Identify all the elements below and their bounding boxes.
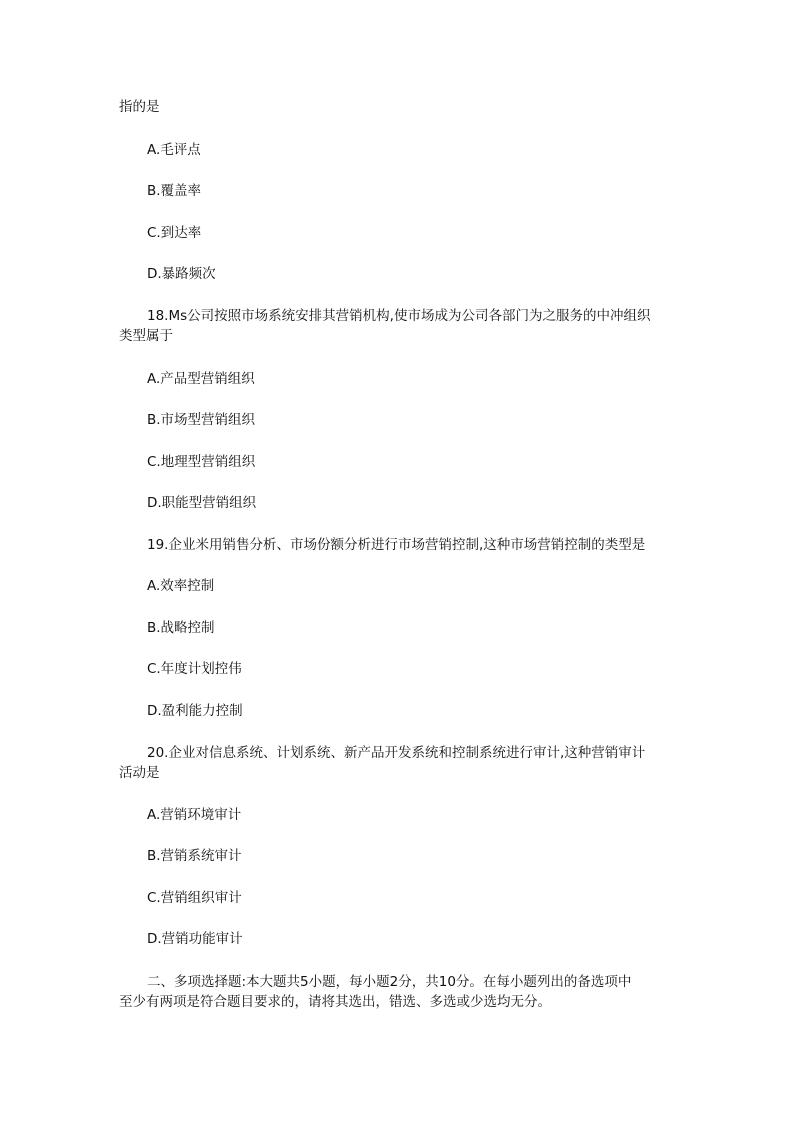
q18-option-b: B.市场型营销组织 xyxy=(147,412,256,428)
q20-stem-line1: 20.企业对信息系统、计划系统、新产品开发系统和控制系统进行审计,这种营销审计 xyxy=(147,745,646,761)
q20-option-b: B.营销系统审计 xyxy=(147,848,242,864)
q18-stem-line1: 18.Ms公司按照市场系统安排其营销机构,使市场成为公司各部门为之服务的中冲组织 xyxy=(147,308,651,324)
q17-option-d: D.暴路频次 xyxy=(147,266,216,282)
q19-option-c: C.年度计划控伟 xyxy=(147,661,242,677)
q18-stem-line2: 类型属于 xyxy=(119,328,173,344)
q20-option-a: A.营销环境审计 xyxy=(147,807,242,823)
q19-option-b: B.战略控制 xyxy=(147,620,215,636)
q20-option-d: D.营销功能审计 xyxy=(147,931,243,947)
q20-option-c: C.营销组织审计 xyxy=(147,890,242,906)
q19-stem: 19.企业米用销售分析、市场份额分析进行市场营销控制,这种市场营销控制的类型是 xyxy=(147,537,646,553)
q17-option-b: B.覆盖率 xyxy=(147,183,202,199)
q18-option-a: A.产品型营销组织 xyxy=(147,371,255,387)
q18-option-d: D.职能型营销组织 xyxy=(147,495,257,511)
q17-option-a: A.毛评点 xyxy=(147,142,201,158)
q17-option-c: C.到达率 xyxy=(147,225,202,241)
section2-heading-line2: 至少有两项是符合题目要求的，请将其选出，错选、多选或少选均无分。 xyxy=(119,994,551,1010)
q20-stem-line2: 活动是 xyxy=(119,765,160,781)
section2-heading-line1: 二、多项选择题:本大题共5小题，每小题2分，共10分。在每小题列出的备选项中 xyxy=(147,974,632,990)
q17-tail: 指的是 xyxy=(119,99,160,115)
q18-option-c: C.地理型营销组织 xyxy=(147,454,256,470)
q19-option-a: A.效率控制 xyxy=(147,578,215,594)
q19-option-d: D.盈利能力控制 xyxy=(147,703,243,719)
